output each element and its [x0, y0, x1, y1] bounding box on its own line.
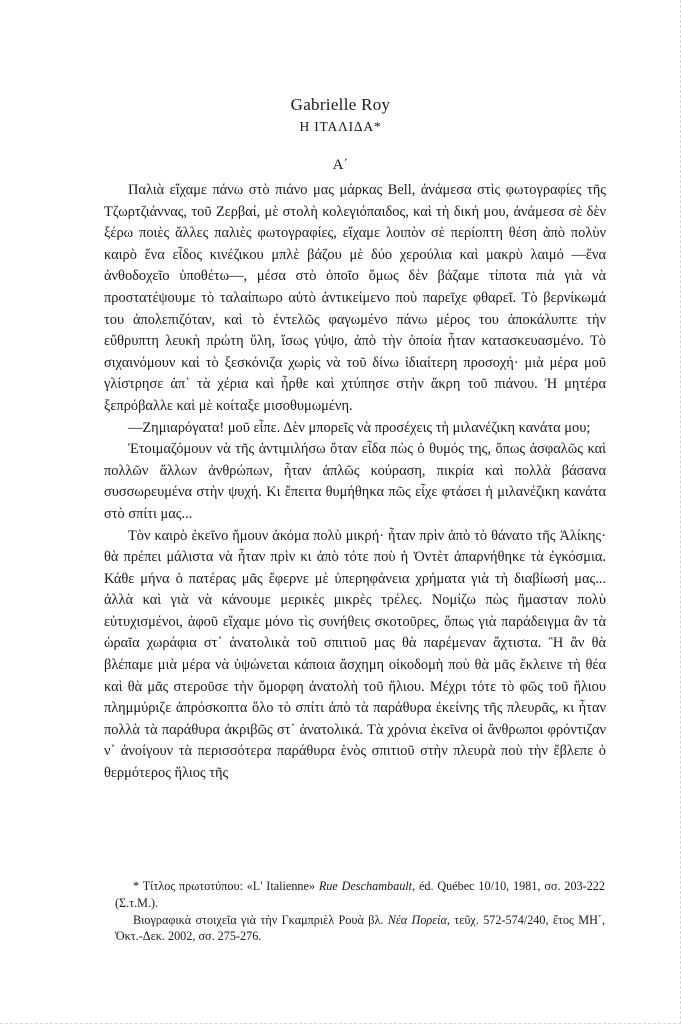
author-name: Gabrielle Roy: [290, 95, 391, 114]
footnote-text: * Τίτλος πρωτοτύπου: «L' Italienne»: [133, 879, 319, 893]
body-text: [104, 180, 606, 785]
paragraph: Ἑτοιμαζόμουν νὰ τῆς ἀντιμιλήσω ὅταν εἶδα πὼς ὁ θυμός της, ὅπως ἀσφαλῶς καὶ πολλῶν ἄλλων ἀνθρώπων, ἦταν ἁπλῶς κούραση, πικρία καὶ πολλὰ βάσανα συσσωρευμένα στὴν ψυχή. Κι ἔπειτα θυμήθηκα πῶς εἶχε φτάσει ἡ μιλανέζικη κανάτα στὸ σπίτι μας...: [104, 441, 606, 522]
footnote-text: , τεῦχ. 572-574/240, ἔτος ΜΗ΄, Ὀκτ.-Δεκ. 2002, σσ. 275-276.: [115, 912, 605, 944]
footnote-book-title: Rue Deschambault: [318, 879, 413, 893]
story-title: Η ΙΤΑΛΙΔΑ*: [299, 119, 382, 134]
footnote-biography: [115, 912, 605, 946]
section-heading: Α΄: [332, 157, 349, 173]
footnote-journal-title: Νέα Πορεία: [387, 912, 447, 927]
footnote-text: , éd. Québec 10/10, 1981, σσ. 203-222 (Σ.τ.Μ.).: [115, 879, 605, 910]
page-header: [0, 95, 681, 174]
footnote-text: Βιογραφικὰ στοιχεῖα γιὰ τὴν Γκαμπριὲλ Ρουὰ βλ.: [133, 912, 388, 927]
paragraph: Τὸν καιρὸ ἐκεῖνο ἤμουν ἀκόμα πολὺ μικρή· ἦταν πρὶν ἀπὸ τὸ θάνατο τῆς Ἀλίκης· θὰ πρέπει μάλιστα νὰ ἦταν πρὶν κι ἀπὸ τότε ποὺ ἡ Ὀντὲτ ἀπαρνήθηκε τὰ ἐγκόσμια. Κάθε μήνα ὁ πατέρας μᾶς ἔφερνε μὲ ὑπερηφάνεια χρήματα γιὰ τὴ διαβίωσή μας... ἀλλὰ καὶ γιὰ νὰ κάνουμε μερικὲς μικρὲς τρέλες. Νομίζω πὼς ἤμασταν πολὺ εὐτυχισμένοι, ἀφοῦ εἴχαμε μόνο τὶς συνήθεις σκοτοῦρες, ὅπως γιὰ παράδειγμα ἂν τὰ ὡραῖα χωράφια στ᾿ ἀνατολικὰ τοῦ σπιτιοῦ μας θὰ παρέμεναν ἄχτιστα. Ἢ ἂν θὰ βλέπαμε μιὰ μέρα νὰ ὑψώνεται κάποια ἄσχημη οἰκοδομὴ ποὺ θὰ μᾶς ἔκλεινε τὴ θέα καὶ θὰ μᾶς στεροῦσε τὴν ὄμορφη ἀνατολὴ τοῦ ἥλιου. Μέχρι τότε τὸ φῶς τοῦ ἥλιου πλημμύριζε ἀπρόσκοπτα ὅλο τὸ σπίτι ἀπὸ τὰ παράθυρα ἐκείνης τῆς πλευρᾶς, κι ἦταν πολλὰ τὰ παράθυρα ἀκριβῶς στ᾿ ἀνατολικά. Τὰ χρόνια ἐκεῖνα οἱ ἄνθρωποι φρόντιζαν ν᾿ ἀνοίγουν τὰ περισσότερα παράθυρα ἑνὸς σπιτιοῦ στὴν πλευρὰ ποὺ τὴν ἔβλεπε ὁ θερμότερος ἥλιος τῆς: [104, 527, 606, 782]
footnote-original-title: [115, 878, 605, 912]
footnotes: [115, 878, 605, 945]
paragraph: —Ζημιαρόγατα! μοῦ εἶπε. Δὲν μπορεῖς νὰ προσέχεις τὴ μιλανέζικη κανάτα μου;: [128, 419, 591, 436]
paragraph: Παλιὰ εἴχαμε πάνω στὸ πιάνο μας μάρκας Bell, ἀνάμεσα στὶς φωτογραφίες τῆς Τζωρτζιάννας, τοῦ Ζερβαί, μὲ στολὴ κολεγιόπαιδος, καὶ τὴ δική μου, ἀνάμεσα σὲ δὲν ξέρω ποιὲς ἄλλες παλιὲς φωτογραφίες, εἴχαμε λοιπὸν σὲ περίοπτη θέση ἀπὸ πολὺν καιρὸ ἕνα εἶδος κινέζικου μπλὲ βάζου μὲ δύο χερούλια καὶ μακρὺ λαιμό —ἕνα ἀνθοδοχεῖο ὑποθέτω—, μέσα στὸ ὁποῖο ὅμως δὲν βάζαμε τίποτα πιὰ γιὰ νὰ προστατέψουμε τὸ ταλαίπωρο αὐτὸ ἀντικείμενο ποὺ παρεῖχε φθαρεῖ. Τὸ βερνίκωμά του ἀπολεπιζόταν, καὶ τὸ ἐντελῶς φαγωμένο πάνω μέρος του ἀποκάλυπτε τὴν εὔθρυπτη λευκὴ πρώτη ὕλη, ἴσως γύψο, ἀπὸ τὴν ὁποία ἦταν κατασκευασμένο. Τὸ σιχαινόμουν καὶ τὸ ξεσκόνιζα χωρὶς νὰ τοῦ δίνω ἰδιαίτερη προσοχή· μιὰ μέρα μοῦ γλίστρησε ἀπ᾿ τὰ χέρια καὶ ἦρθε καὶ χτύπησε στὴν ἄκρη τοῦ πιάνου. Ἡ μητέρα ξεπρόβαλλε καὶ μὲ κοίταξε μισοθυμωμένη.: [104, 182, 606, 414]
